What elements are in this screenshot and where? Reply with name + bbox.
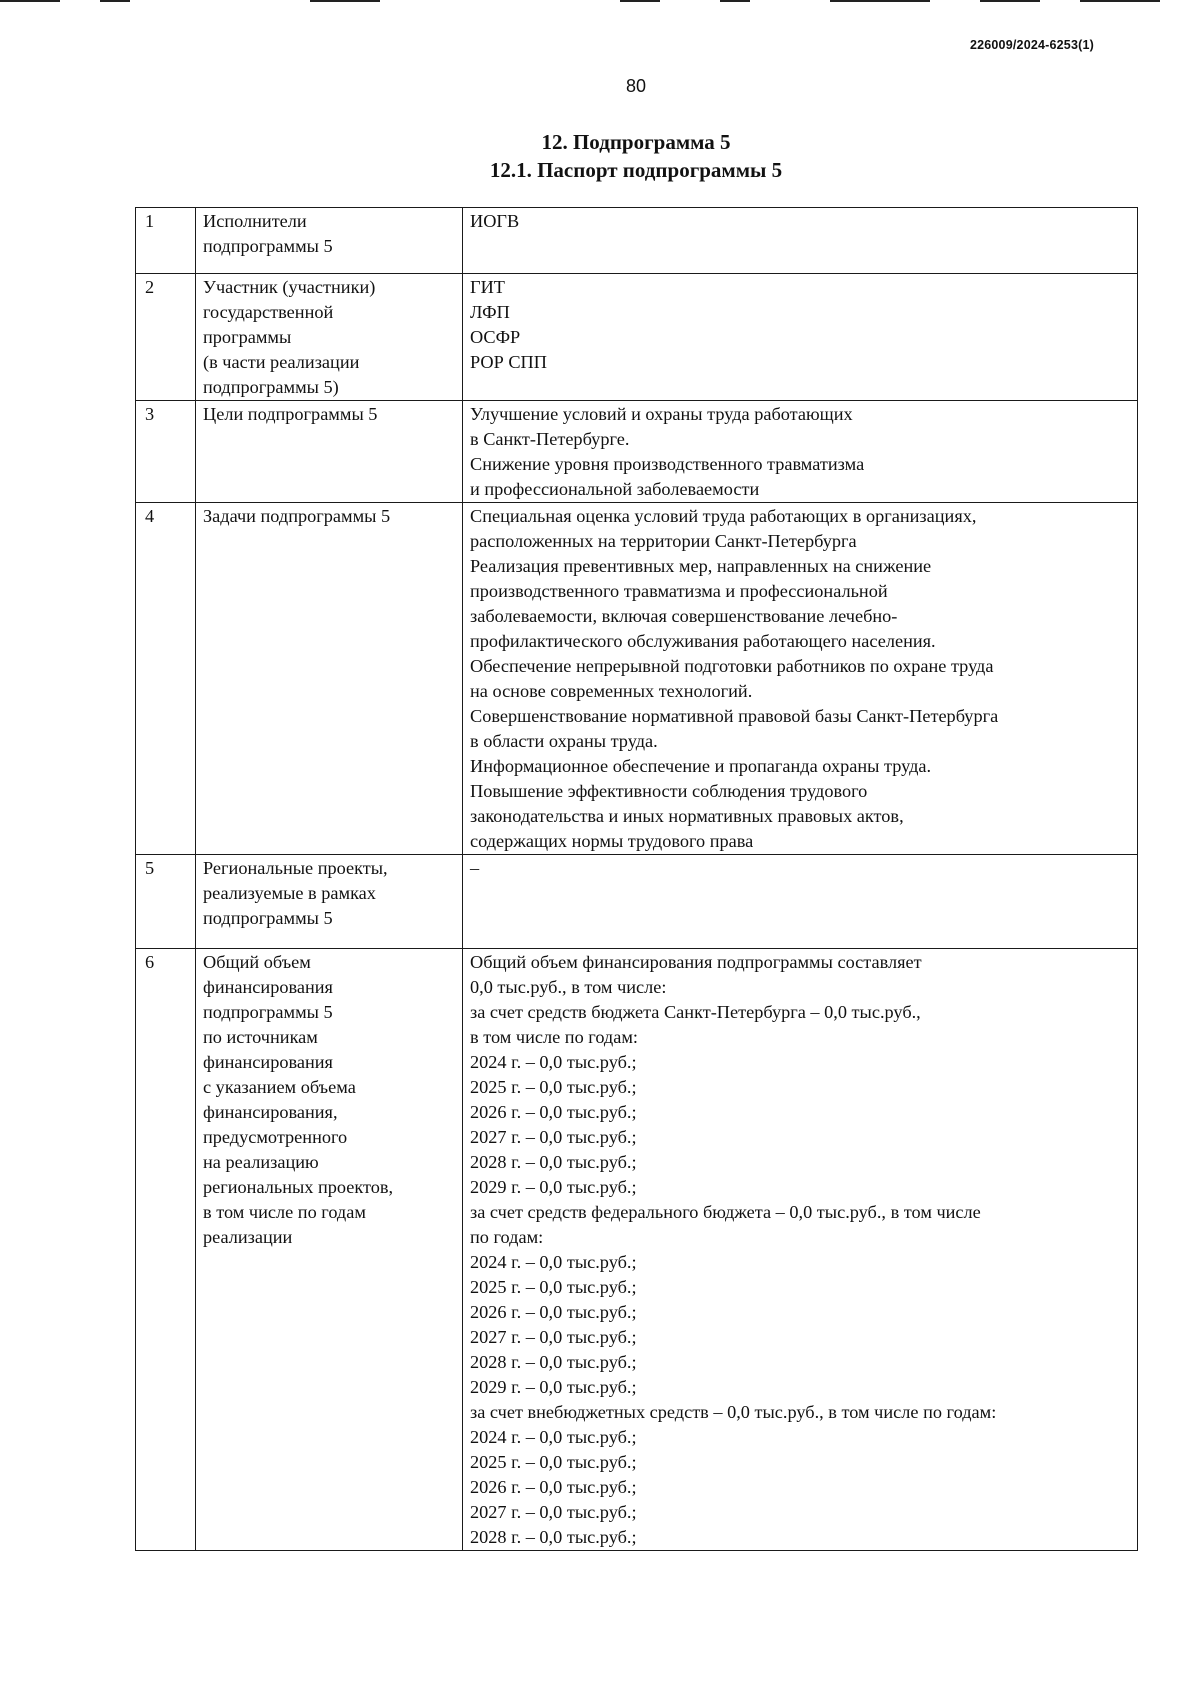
scan-edge-mark (830, 0, 930, 2)
value-line: Обеспечение непрерывной подготовки работников по охране труда (470, 656, 994, 676)
label-line: в том числе по годам (203, 1202, 366, 1222)
row-value-cell (463, 855, 1138, 949)
row-label-cell (196, 949, 463, 1551)
value-line: и профессиональной заболеваемости (470, 479, 760, 499)
value-line: за счет средств бюджета Санкт-Петербурга – 0,0 тыс.руб., (470, 1002, 921, 1022)
label-line: Задачи подпрограммы 5 (203, 506, 391, 526)
value-line: в Санкт-Петербурге. (470, 429, 630, 449)
row-label-cell (196, 274, 463, 401)
row-label-cell (196, 503, 463, 855)
value-line: 2026 г. – 0,0 тыс.руб.; (470, 1302, 637, 1322)
value-line: расположенных на территории Санкт-Петербурга (470, 531, 857, 551)
table-row (136, 274, 1138, 401)
value-line: 2025 г. – 0,0 тыс.руб.; (470, 1277, 637, 1297)
value-line: в том числе по годам: (470, 1027, 638, 1047)
label-line: Участник (участники) (203, 277, 376, 297)
label-line: реализации (203, 1227, 293, 1247)
value-line: ИОГВ (470, 211, 520, 231)
value-line: РОР СПП (470, 352, 547, 372)
value-line: 2027 г. – 0,0 тыс.руб.; (470, 1327, 637, 1347)
label-line: на реализацию (203, 1152, 319, 1172)
row-value-cell (463, 949, 1138, 1551)
document-id: 226009/2024-6253(1) (969, 38, 1094, 52)
row-label-cell (196, 208, 463, 274)
label-line: Цели подпрограммы 5 (203, 404, 378, 424)
value-line: содержащих нормы трудового права (470, 831, 754, 851)
label-line: подпрограммы 5 (203, 908, 333, 928)
label-line: Исполнители (203, 211, 307, 231)
value-line: производственного травматизма и профессиональной (470, 581, 888, 601)
scan-edge-mark (1080, 0, 1160, 2)
label-line: подпрограммы 5 (203, 236, 333, 256)
value-line: Специальная оценка условий труда работающих в организациях, (470, 506, 977, 526)
label-line: Региональные проекты, (203, 858, 388, 878)
scan-edge-mark (100, 0, 130, 2)
value-line: 2028 г. – 0,0 тыс.руб.; (470, 1527, 637, 1547)
table-row (136, 401, 1138, 503)
label-line: реализуемые в рамках (203, 883, 376, 903)
table-row (136, 208, 1138, 274)
value-line: 2029 г. – 0,0 тыс.руб.; (470, 1377, 637, 1397)
row-value-cell (463, 503, 1138, 855)
value-line: 2026 г. – 0,0 тыс.руб.; (470, 1102, 637, 1122)
value-line: 2027 г. – 0,0 тыс.руб.; (470, 1502, 637, 1522)
scan-edge-mark (0, 0, 60, 2)
subprogram-passport-table (135, 207, 1138, 1551)
row-value-cell (463, 401, 1138, 503)
value-line: в области охраны труда. (470, 731, 658, 751)
row-number-cell: 2 (136, 274, 196, 401)
row-number-cell: 1 (136, 208, 196, 274)
label-line: подпрограммы 5 (203, 1002, 333, 1022)
value-line: 2028 г. – 0,0 тыс.руб.; (470, 1152, 637, 1172)
value-line: Улучшение условий и охраны труда работающих (470, 404, 853, 424)
value-line: ОСФР (470, 327, 521, 347)
value-line: 0,0 тыс.руб., в том числе: (470, 977, 667, 997)
row-number-cell: 3 (136, 401, 196, 503)
section-title: 12. Подпрограмма 5 (541, 130, 731, 154)
value-line: 2025 г. – 0,0 тыс.руб.; (470, 1452, 637, 1472)
value-line: ЛФП (470, 302, 510, 322)
value-line: за счет внебюджетных средств – 0,0 тыс.руб., в том числе по годам: (470, 1402, 997, 1422)
row-number-cell: 4 (136, 503, 196, 855)
value-line: Общий объем финансирования подпрограммы составляет (470, 952, 922, 972)
value-line: 2027 г. – 0,0 тыс.руб.; (470, 1127, 637, 1147)
label-line: региональных проектов, (203, 1177, 394, 1197)
label-line: подпрограммы 5) (203, 377, 339, 397)
row-label-cell (196, 855, 463, 949)
value-line: 2028 г. – 0,0 тыс.руб.; (470, 1352, 637, 1372)
value-line: 2029 г. – 0,0 тыс.руб.; (470, 1177, 637, 1197)
row-label-cell (196, 401, 463, 503)
value-line: Реализация превентивных мер, направленных на снижение (470, 556, 932, 576)
label-line: по источникам (203, 1027, 318, 1047)
value-line: профилактического обслуживания работающего населения. (470, 631, 936, 651)
row-value-cell (463, 274, 1138, 401)
scan-edge-mark (720, 0, 750, 2)
row-value-cell (463, 208, 1138, 274)
label-line: (в части реализации (203, 352, 360, 372)
page-number: 80 (625, 76, 647, 96)
label-line: предусмотренного (203, 1127, 348, 1147)
value-line: 2024 г. – 0,0 тыс.руб.; (470, 1252, 637, 1272)
value-line: 2024 г. – 0,0 тыс.руб.; (470, 1427, 637, 1447)
label-line: финансирования (203, 977, 333, 997)
row-number-cell: 5 (136, 855, 196, 949)
scan-edge-mark (310, 0, 380, 2)
value-line: – (470, 858, 480, 878)
table-row (136, 503, 1138, 855)
value-line: заболеваемости, включая совершенствование лечебно- (470, 606, 898, 626)
value-line: Снижение уровня производственного травматизма (470, 454, 865, 474)
value-line: ГИТ (470, 277, 505, 297)
subsection-title: 12.1. Паспорт подпрограммы 5 (489, 158, 783, 182)
value-line: 2025 г. – 0,0 тыс.руб.; (470, 1077, 637, 1097)
value-line: Повышение эффективности соблюдения трудового (470, 781, 868, 801)
value-line: на основе современных технологий. (470, 681, 753, 701)
scan-edge-mark (980, 0, 1040, 2)
label-line: программы (203, 327, 292, 347)
value-line: 2026 г. – 0,0 тыс.руб.; (470, 1477, 637, 1497)
label-line: государственной (203, 302, 334, 322)
label-line: финансирования (203, 1052, 333, 1072)
label-line: Общий объем (203, 952, 311, 972)
value-line: по годам: (470, 1227, 544, 1247)
value-line: 2024 г. – 0,0 тыс.руб.; (470, 1052, 637, 1072)
row-number-cell: 6 (136, 949, 196, 1551)
table-row (136, 855, 1138, 949)
label-line: финансирования, (203, 1102, 338, 1122)
table-row (136, 949, 1138, 1551)
value-line: законодательства и иных нормативных правовых актов, (470, 806, 904, 826)
value-line: за счет средств федерального бюджета – 0,0 тыс.руб., в том числе (470, 1202, 981, 1222)
value-line: Информационное обеспечение и пропаганда охраны труда. (470, 756, 932, 776)
scan-edge-mark (620, 0, 660, 2)
value-line: Совершенствование нормативной правовой базы Санкт-Петербурга (470, 706, 999, 726)
label-line: с указанием объема (203, 1077, 356, 1097)
